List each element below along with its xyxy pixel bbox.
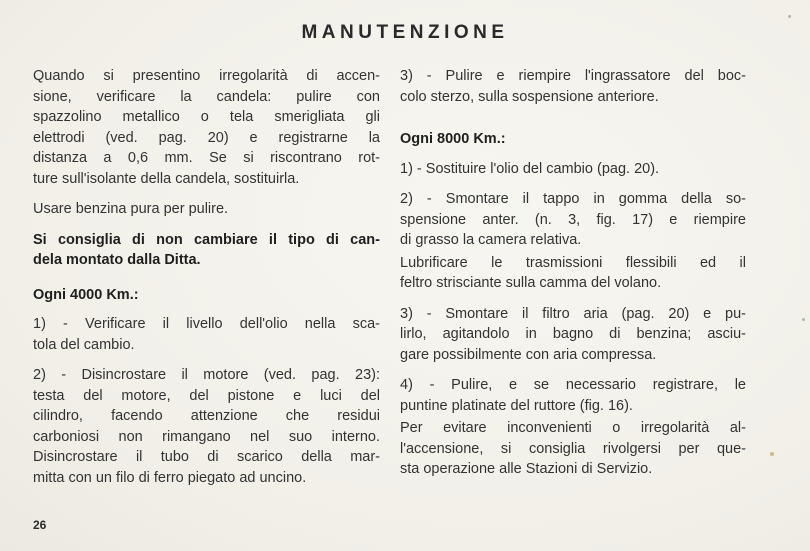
right-column [400,66,746,490]
paper-speck [770,452,774,456]
left-column [33,66,380,498]
text-line: Lubrificare le trasmissioni flessibili ed il [400,254,746,271]
list-item [33,365,380,488]
text-line: distanza a 0,6 mm. Se si riscontrano rot- [33,150,380,166]
text-line: spazzolino metallico o tela smerigliata gli [33,109,380,125]
text-line: Usare benzina pura per pulire. [33,201,229,217]
spark-plug-paragraph [33,66,380,189]
page-title: MANUTENZIONE [301,22,509,43]
text-line: sione, verificare la candela: pulire con [33,88,380,105]
text-line: 2) - Disincrostare il motore (ved. pag. 23): [33,367,380,383]
list-item [33,314,380,355]
text-line: mitta con un filo di ferro piegato ad uncino. [33,469,307,486]
text-line: 1) - Sostituire l'olio del cambio (pag. 20). [400,160,660,177]
text-line: ture sull'isolante della candela, sostituirla. [33,170,300,187]
text-line: l'accensione, si consiglia rivolgersi per que- [400,440,746,457]
text-line: 1) - Verificare il livello dell'olio nella sca- [33,316,380,332]
text-line: sta operazione alle Stazioni di Servizio. [400,461,653,477]
text-line: spensione anter. (n. 3, fig. 17) e riempire [400,211,746,228]
text-line: 3) - Pulire e riempire l'ingrassatore del boc- [400,68,746,84]
section-heading-4000: Ogni 4000 Km.: [33,286,139,303]
text-line: Quando si presentino irregolarità di accen- [33,68,380,84]
list-item [400,66,746,107]
text-line: Disincrostare il tubo di scarico della mar- [33,449,380,465]
lubrication-paragraph [400,253,746,294]
paper-speck [802,318,805,321]
text-line: 2) - Smontare il tappo in gomma della so- [400,191,746,207]
text-line: elettrodi (ved. pag. 20) e registrarne la [33,129,380,146]
text-line: lirlo, agitandolo in bagno di benzina; asciu- [400,326,746,342]
text-line: gare possibilmente con aria compressa. [400,346,657,363]
text-line: testa del motore, del pistone e luci del [33,387,380,404]
text-line: 4) - Pulire, e se necessario registrare, le [400,377,746,393]
petrol-paragraph [33,199,380,220]
text-line: puntine platinate del ruttore (fig. 16). [400,397,633,414]
text-line: cilindro, facendo attenzione che residui [33,408,380,424]
text-line: Per evitare inconvenienti o irregolarità al- [400,420,746,436]
advice-paragraph [33,230,380,271]
text-line: Si consiglia di non cambiare il tipo di can- [33,231,380,248]
page-number: 26 [33,518,47,532]
list-item [400,189,746,251]
list-item [400,304,746,366]
section-heading-8000: Ogni 8000 Km.: [400,131,506,147]
list-item [400,375,746,416]
text-line: di grasso la camera relativa. [400,232,582,248]
list-item [400,159,746,180]
text-line: dela montato dalla Ditta. [33,252,201,268]
service-paragraph [400,418,746,480]
text-line: feltro strisciante sulla camma del volano. [400,275,662,291]
text-line: tola del cambio. [33,336,135,353]
text-line: carboniosi non rimangano nel suo interno. [33,428,380,445]
paper-speck [788,15,791,18]
text-line: colo sterzo, sulla sospensione anteriore. [400,88,659,105]
text-line: 3) - Smontare il filtro aria (pag. 20) e pu- [400,305,746,322]
